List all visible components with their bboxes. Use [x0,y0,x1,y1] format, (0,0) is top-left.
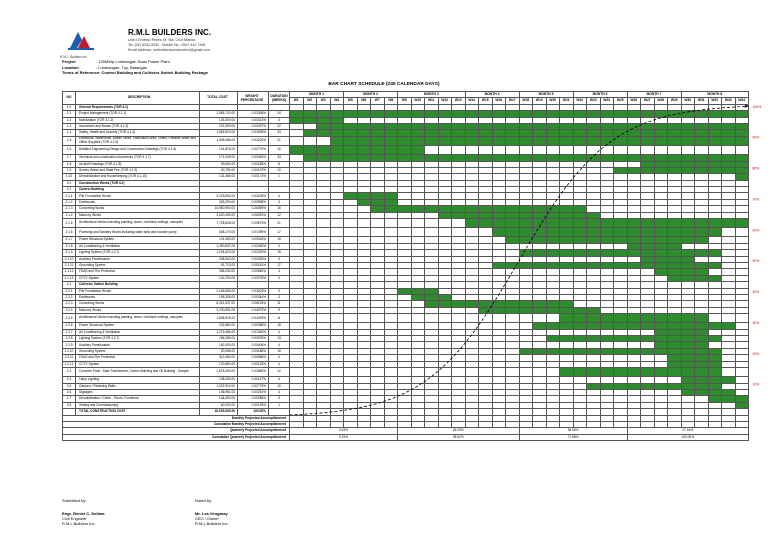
week-header: W34 [735,98,749,104]
cell-no: 1.5 [63,136,76,145]
cell-cost: 2,166,650.00 [200,288,238,294]
quarter-value: 100.00% [627,434,749,440]
cell-cost: 120,860.00 [200,361,238,367]
week-header: W27 [641,98,655,104]
cell-desc: Power Structural System [76,237,200,243]
logo-caption: R.M.L. Builders Inc. [60,55,88,59]
cell-dur: 4 [269,269,290,275]
cell-desc: Lighting System (TOR 4.2.7) [76,336,200,342]
cell-cost: 305,290.00 [200,199,238,205]
cell-desc: Project Management (TOR 4.1.1) [76,111,200,117]
cell-wt: 0.06254% [238,212,269,218]
cell-no: 2.2.5 [63,314,76,323]
cell-wt: 0.00286% [238,396,269,402]
week-header: W10 [411,98,425,104]
cell-wt: 0.00102% [238,167,269,173]
cell-no: 1.1 [63,111,76,117]
cell-dur: 9 [269,307,290,313]
cell-cost: 60,000.00 [200,402,238,408]
cell-desc: Concreting Works [76,301,200,307]
total-cost: 40,000,000.00 [200,409,238,415]
cell-no: 2.0 [63,180,76,186]
cell-wt: 0.00251% [238,389,269,395]
cell-cost: 336,000.00 [200,256,238,262]
cell-wt: 0.00181% [238,262,269,268]
cell-dur: 11 [269,314,290,323]
noted-by: Noted by: Mr. Lea Vengaray CEO / Owner R.M.L Builders Inc. [195,498,229,526]
s-curve-arrow [745,104,749,108]
cell-wt: 0.02315% [238,250,269,256]
cell-cost: 101,876.00 [200,145,238,154]
cell-no: 2.2.4 [63,307,76,313]
week-header: W29 [668,98,682,104]
curve-pct-label: 100% [752,104,762,109]
company-address: Unit x Ernesto Reyes St. Sta. Cruz Manila Tel: (02) 8242-8252 · Mobile No.: 09x7-4x2-7x06 Email Address: rmlbuildersconstruction@gmail.com [128,38,210,52]
cell-cost: 144,600.00 [200,396,238,402]
cell-wt: 0.02430% [238,243,269,249]
cell-cost: 1,878,300.00 [200,368,238,377]
quarter-value: 71.58% [519,434,627,440]
cell-wt: 0.03203% [238,288,269,294]
cell-cost: 140,700.00 [200,275,238,281]
cell-desc: Pile Foundation Works [76,288,200,294]
cell-no: 2.7 [63,396,76,402]
cell-dur: 33 [269,130,290,136]
project-info: Project : 125MWp Lumbangan Solar Power Plant Location : Lumbangan, Tuy, Batangas Terms of Reference: Control Building and Collector Switch Building Package [62,59,208,76]
cell-wt: 0.00344% [238,294,269,300]
cell-dur: 31 [269,136,290,145]
quarter-value: 26.33% [398,428,520,434]
curve-pct-label: 20% [752,351,760,356]
cell-wt: 0.00598% [238,199,269,205]
cell-dur: 4 [269,256,290,262]
cell-no: 2.2.11 [63,355,76,361]
cell-dur: 34 [269,111,290,117]
week-header: W21 [560,98,574,104]
week-header: W28 [654,98,668,104]
cell-desc: FDAS and Fire Protection [76,355,200,361]
week-header: W7 [371,98,385,104]
cell-no: 2.2.3 [63,301,76,307]
cell-cost: 1,450,847.00 [200,243,238,249]
cell-desc: Lamp Lighting [76,377,200,383]
cell-desc: Air Conditioning & Ventilation [76,243,200,249]
summary-label: Monthly Projected Accomplishment [63,415,290,421]
cell-wt: 0.03218% [238,193,269,199]
cell-cost: 91,713.00 [200,262,238,268]
cell-dur: 4 [269,117,290,123]
cell-dur: 15 [269,348,290,354]
cell-desc: Testing and Commissioning [76,402,200,408]
cell-wt: 0.00314% [238,117,269,123]
cell-desc: Plumbing and Sanitary Works including water tank and booster pump [76,228,200,237]
signature-mark-left [62,503,104,511]
cell-dur: 15 [269,237,290,243]
quarter-value: 9.19% [290,434,398,440]
cell-wt: 0.02779% [238,383,269,389]
quarter-value: 35.52% [398,434,520,440]
cell-desc: Earthwork: Warehouse, Admin Office, Fabrication Area, Toilets, Portable Water and Office Supplies (TOR 4.1.5) [76,136,200,145]
cell-wt: 0.00188% [238,348,269,354]
cell-cost: 136,951.00 [200,389,238,395]
week-header: W13 [452,98,466,104]
cell-cost: 195,305.00 [200,294,238,300]
cell-wt: 0.01394% [238,329,269,335]
cell-no: 2.2.6 [63,323,76,329]
cell-dur: 16 [269,206,290,212]
cell-no: 2.2.8 [63,336,76,342]
week-header: W3 [317,98,331,104]
cell-dur: 13 [269,336,290,342]
cell-dur: 21 [269,219,290,228]
cell-no: 1.0 [63,104,76,110]
cell-cost: 1,279,466.00 [200,329,238,335]
s-curve-line [290,106,749,415]
cell-cost: 1,555,510.00 [200,130,238,136]
week-header: W32 [708,98,722,104]
cell-cost: 126,300.00 [200,117,238,123]
cell-no: 2.1.4 [63,212,76,218]
cell-desc: Mobilization (TOR 4.1.2) [76,117,200,123]
cell-desc: Demobilization / Clean - Floors, Furnitures [76,396,200,402]
cell-desc: CCTV System [76,275,200,281]
cell-dur: 4 [269,361,290,367]
week-header: W4 [330,98,344,104]
cell-no: 2.1.11 [63,262,76,268]
cell-desc: Masonry Works [76,212,200,218]
cell-no: 2.2.12 [63,361,76,367]
cell-cost: 1,555,710.00 [200,111,238,117]
cell-wt: 0.08134% [238,301,269,307]
cell-no: 2.1.9 [63,250,76,256]
cell-desc: Concrete Pads - Main Transformer, Control Building and Oil Building - Sample [76,368,200,377]
cell-no: 1.9 [63,167,76,173]
week-header: W15 [479,98,493,104]
cell-dur: 4 [269,243,290,249]
week-header: W33 [722,98,736,104]
cell-cost: 3,700,831.00 [200,307,238,313]
quarter-value: 36.06% [519,428,627,434]
cell-desc: Grounding System [76,262,200,268]
cell-wt: 0.00976% [238,336,269,342]
week-header: W11 [425,98,439,104]
cell-wt: 0.00147% [238,377,269,383]
cell-cost: 131,363.00 [200,237,238,243]
cell-dur: 3 [269,288,290,294]
cell-dur: 3 [269,396,290,402]
submitted-by: Submitted by: Engr. Reniel C. Delima Civil Engineer R.M.L Builders Inc. [62,498,105,526]
cell-wt: 0.00406% [238,342,269,348]
cell-dur: 15 [269,250,290,256]
cell-wt: 0.00125% [238,361,269,367]
cell-no: 2.3 [63,368,76,377]
curve-pct-label: 40% [752,290,760,294]
cell-no: 2.2.10 [63,348,76,354]
cell-wt: 0.00125% [238,402,269,408]
cell-dur: 32 [269,123,290,129]
curve-pct-label: 80% [752,166,760,171]
cell-wt: 0.00174% [238,174,269,180]
cell-dur: 17 [269,262,290,268]
cell-cost: 1,194,623.00 [200,250,238,256]
cell-cost: 131,466.00 [200,174,238,180]
curve-pct-label: 90% [752,135,760,140]
cell-no: 2.1.1 [63,193,76,199]
week-header: W22 [573,98,587,104]
week-header: W23 [587,98,601,104]
cell-no: 2.1.12 [63,269,76,275]
cell-desc: Air Conditioning & Ventilation [76,329,200,335]
cell-cost: 237,600.00 [200,123,238,129]
cell-dur: 3 [269,294,290,300]
cell-no: 2.2.7 [63,329,76,335]
cell-desc: Masonry Works [76,307,200,313]
schedule-title: BAR CHART SCHEDULE (240 CALENDAR DAYS) [328,82,440,87]
cell-no: 1.8 [63,161,76,167]
cell-wt: 0.02770% [238,145,269,154]
cell-wt: 0.00358% [238,323,269,329]
week-header: W19 [533,98,547,104]
cell-no: 2.4 [63,377,76,383]
cell-desc: CCTV System [76,361,200,367]
week-header: W6 [357,98,371,104]
cell-no: 2.5 [63,383,76,389]
cell-wt: 0.00850% [238,269,269,275]
cell-desc: Grounding System [76,348,200,354]
cell-desc: Collector Switch Building [76,282,200,288]
summary-label: Quarterly Projected Accomplishment [63,428,290,434]
cell-cost: 3,020,430.00 [200,212,238,218]
cell-wt: 0.26359% [238,206,269,212]
cell-dur: 4 [269,355,290,361]
cell-cost: 356,030.00 [200,269,238,275]
curve-pct-label: 10% [752,382,760,387]
cell-dur: 4 [269,329,290,335]
cell-desc: Concreting Works [76,206,200,212]
cell-dur: 12 [269,368,290,377]
week-header: W1 [290,98,304,104]
cell-no: 2.8 [63,402,76,408]
cell-desc: Lighting System (TOR 4.2.7) [76,250,200,256]
cell-desc: General Requirements (TOR 4.1) [76,104,200,110]
week-header: W8 [384,98,398,104]
cell-dur: 4 [269,389,290,395]
cell-cost: 7,728,828.00 [200,219,238,228]
cell-no: 2.2.2 [63,294,76,300]
week-header: W26 [627,98,641,104]
cell-cost: 3,478,804.00 [200,193,238,199]
cell-cost: 1,022,910.00 [200,383,238,389]
cell-wt: 0.00453% [238,155,269,161]
cell-cost: 40,780.00 [200,167,238,173]
cell-desc: Control Building [76,187,200,193]
cell-dur: 8 [269,161,290,167]
cell-no: 2.2.9 [63,342,76,348]
week-header: W18 [519,98,533,104]
cell-desc: Technical and construction documents (TOR 4.1.7) [76,155,200,161]
week-header: W14 [465,98,479,104]
cell-dur: 4 [269,275,290,281]
cell-desc: As-built Drawings (TOR 4.1.8) [76,161,200,167]
cell-no: 2.1.2 [63,199,76,205]
week-header: W25 [614,98,628,104]
cell-dur: 17 [269,228,290,237]
cell-no: 2.1.7 [63,237,76,243]
cell-no: 1.2 [63,117,76,123]
cell-wt: 0.03220% [238,136,269,145]
cell-desc: Survey Works and State Fee (TOR 4.1.9) [76,167,200,173]
cell-no: 1.3 [63,123,76,129]
week-header: W30 [681,98,695,104]
cell-wt: 0.00315% [238,237,269,243]
cell-cost: 1,808,915.00 [200,314,238,323]
cell-desc: Earthworks [76,199,200,205]
curve-pct-label: 60% [752,228,760,233]
cell-dur: 3 [269,199,290,205]
cell-dur: 10 [269,145,290,154]
week-header: W2 [303,98,317,104]
cell-desc: Demobilization and Housekeeping (TOR 4.1.10) [76,174,200,180]
cell-desc: Pile Foundation Works [76,193,200,199]
cell-no: 1.10 [63,174,76,180]
cell-cost: 93,604.00 [200,161,238,167]
cell-wt: 0.03308% [238,130,269,136]
week-header: W5 [344,98,358,104]
cell-desc: Insurances and Bonds (TOR 4.1.3) [76,123,200,129]
cell-no: 1.7 [63,155,76,161]
cell-wt: 0.00278% [238,275,269,281]
cell-dur: 4 [269,193,290,199]
cell-no: 2.1.10 [63,256,76,262]
cell-wt: 0.00325% [238,256,269,262]
cell-cost: 90,068.00 [200,348,238,354]
cell-no: 1.4 [63,130,76,136]
cell-no: 2.1.8 [63,243,76,249]
cell-wt: 0.00568% [238,355,269,361]
quarter-value: 27.44% [627,428,749,434]
cell-desc: Auxiliary Panelboards [76,256,200,262]
cell-desc: Safety, Health and Security (TOR 4.1.4) [76,130,200,136]
cell-no: 1.6 [63,145,76,154]
week-header: W31 [695,98,709,104]
cell-no: 2.1.5 [63,219,76,228]
cell-cost: 608,270.00 [200,228,238,237]
curve-pct-label: 50% [752,259,760,264]
week-header: W12 [438,98,452,104]
cell-wt: 0.09673% [238,219,269,228]
cell-cost: 766,280.00 [200,336,238,342]
quarter-value: 9.19% [290,428,398,434]
schedule-table: NO DESCRIPTION TOTAL COST WEIGHT PERCENTAGE DURATION (WEEKS) MONTH 1 MONTH 2 MONTH 3 MONTH 4 MONTH 5 MONTH 6 MONTH 7 MONTH 8 W1 W2 W3 W4 W5 W6 W7 W8 W9 W10 W11 W12 W13 W14 W15 W16 W17 W18 W19 W20 W21 W22 W23 W24 W25 W26 W27 W28 W29 W30 W31 W32 W33 W34 1.0 General Requirements (TOR 4.1) 1.1 Project Management (TOR 4.1.1) 1,555,710.00 0.03308% 34 1.2 Mobilization (TOR 4.1.2) 126,300.00 0.00314% 4 1.3 Insurances and Bonds (TOR 4.1.3) 237,600.00 0.00437% 32 1.4 Safety, Health and Security (TOR 4.1.4) 1,555,510.00 0.03308% 33 1.5 Earthwork: Warehouse, Admin Office, Fabrication Area, Toilets, Portable Water and Office Supplies (TOR 4.1.5) 1,008,086.00 0.03220% 31 1.6 Detailed Engineering Design and Construction Drawings (TOR 4.1.6) 101,876.00 0.02770% 10 1.7 Technical and construction documents (TOR 4.1.7) 171,049.00 0.00453% 33 1.8 As-built Drawings (TOR 4.1.8) 93,604.00 0.00188% 8 1.9 Survey Works and State Fee (TOR 4.1.9) 40,780.00 0.00102% 10 1.10 Demobilization and Housekeeping (TOR 4.1.10) 131,466.00 0.00174% 1 2.0 Construction Works (TOR 4.2) 2.1 Control Building 2.1.1 Pile Foundation Works 3,478,804.00 0.03218% 4 2.1.2 Earthworks 305,290.00 0.00598% 3 2.1.3 Concreting Works 10,960,900.00 0.26359% 16 2.1.4 Masonry Works 3,020,430.00 0.06254% 12 2.1.5 Architectural Works including painting, doors, roof/deck ceilings, canopies 7,728,828.00 0.09673% 21 2.1.6 Plumbing and Sanitary Works including water tank and booster pump 608,270.00 0.01789% 17 2.1.7 Power Structural System 131,363.00 0.00315% 15 2.1.8 Air Conditioning & Ventilation 1,450,847.00 0.02430% 4 2.1.9 Lighting System (TOR 4.2.7) 1,194,623.00 0.02315% 15 2.1.10 Auxiliary Panelboards 336,000.00 0.00325% 4 2.1.11 Grounding System 91,713.00 0.00181% 17 2.1.12 FDAS and Fire Protection 356,030.00 0.00850% 4 2.1.13 CCTV System 140,700.00 0.00278% 4 2.2 Collector Switch Building 2.2.1 Pile Foundation Works 2,166,650.00 0.03203% 3 2.2.2 Earthworks 195,305.00 0.00344% 3 2.2.3 Concreting Works 8,341,037.00 0.08134% 11 2.2.4 Masonry Works 3,700,831.00 0.04073% 9 2.2.5 Architectural Works including painting, doors, roof/deck ceilings, canopies 1,808,915.00 0.04249% 11 2.2.6 Power Structural System 232,880.00 0.00358% 15 2.2.7 Air Conditioning & Ventilation 1,279,466.00 0.01394% 4 2.2.8 Lighting System (TOR 4.2.7) 766,280.00 0.00976% 13 2.2.9 Auxiliary Panelboards 162,000.00 0.00406% 4 2.2.10 Grounding System 90,068.00 0.00188% 15 2.2.11 FDAS and Fire Protection 312,060.00 0.00568% 4 2.2.12 CCTV System 120,860.00 0.00125% 4 2.3 Concrete Pads - Main Transformer, Control Building and Oil Building - Sample 1,878,300.00 0.03855% 12 2.4 Lamp Lighting 138,330.00 0.00147% 4 2.5 Gabions / Retaining Walls 1,022,910.00 0.02779% 10 2.6 Signages 136,951.00 0.00251% 4 2.7 Demobilization / Clean - Floors, Furnitures 144,600.00 0.00286% 3 2.8 Testing and Commissioning 60,000.00 0.00125% 1 TOTAL CONSTRUCTION COST 40,000,000.00 100.00% Monthly Projected Accomplishment Cumulative Monthly Projected Accomplishment Quarterly Projected Accomplishment 9.19% 26.33% 36.06% 27.44% Cumulative Quarterly Projected Accomplishment 9.19% 35.52% 71.58% 100.00% [62,91,749,441]
cell-desc: Architectural Works including painting, doors, roof/deck ceilings, canopies [76,314,200,323]
cell-desc: Signages [76,389,200,395]
cell-wt: 0.00437% [238,123,269,129]
cell-desc: FDAS and Fire Protection [76,269,200,275]
cell-dur: 33 [269,155,290,161]
company-name: R.M.L BUILDERS INC. [128,28,211,37]
cell-wt: 0.01789% [238,228,269,237]
cell-no: 2.6 [63,389,76,395]
cell-dur: 11 [269,301,290,307]
cell-no: 2.1.13 [63,275,76,281]
cell-cost: 171,049.00 [200,155,238,161]
curve-pct-label: 30% [752,320,760,325]
cell-no: 2.2 [63,282,76,288]
cell-desc: Gabions / Retaining Walls [76,383,200,389]
cell-desc: Detailed Engineering Design and Construction Drawings (TOR 4.1.6) [76,145,200,154]
cell-dur: 15 [269,323,290,329]
week-header: W24 [600,98,614,104]
week-header: W20 [546,98,560,104]
cell-desc: Construction Works (TOR 4.2) [76,180,200,186]
week-header: W17 [506,98,520,104]
cell-dur: 10 [269,383,290,389]
week-header: W16 [492,98,506,104]
cell-no: 2.1 [63,187,76,193]
cell-no: 2.1.6 [63,228,76,237]
total-label: TOTAL CONSTRUCTION COST [76,409,200,415]
cell-cost: 312,060.00 [200,355,238,361]
week-header: W9 [398,98,412,104]
cell-no: 2.2.1 [63,288,76,294]
cell-desc: Architectural Works including painting, doors, roof/deck ceilings, canopies [76,219,200,228]
cell-cost: 1,008,086.00 [200,136,238,145]
cell-dur: 4 [269,377,290,383]
cell-cost: 232,880.00 [200,323,238,329]
cell-desc: Power Structural System [76,323,200,329]
cell-cost: 8,341,037.00 [200,301,238,307]
cell-dur: 10 [269,167,290,173]
summary-label: Cumulative Quarterly Projected Accomplishment [63,434,290,440]
cell-wt: 0.00188% [238,161,269,167]
cell-dur: 1 [269,174,290,180]
cell-desc: Auxiliary Panelboards [76,342,200,348]
curve-pct-label: 70% [752,197,760,202]
cell-wt: 0.03855% [238,368,269,377]
summary-label: Cumulative Monthly Projected Accomplishment [63,421,290,427]
cell-cost: 162,000.00 [200,342,238,348]
cell-wt: 0.04073% [238,307,269,313]
cell-no: 2.1.3 [63,206,76,212]
cell-dur: 12 [269,212,290,218]
cell-wt: 0.04249% [238,314,269,323]
total-weight: 100.00% [238,409,269,415]
cell-cost: 10,960,900.00 [200,206,238,212]
cell-desc: Earthworks [76,294,200,300]
cell-dur: 4 [269,342,290,348]
cell-dur: 1 [269,402,290,408]
cell-wt: 0.03308% [238,111,269,117]
cell-cost: 138,330.00 [200,377,238,383]
